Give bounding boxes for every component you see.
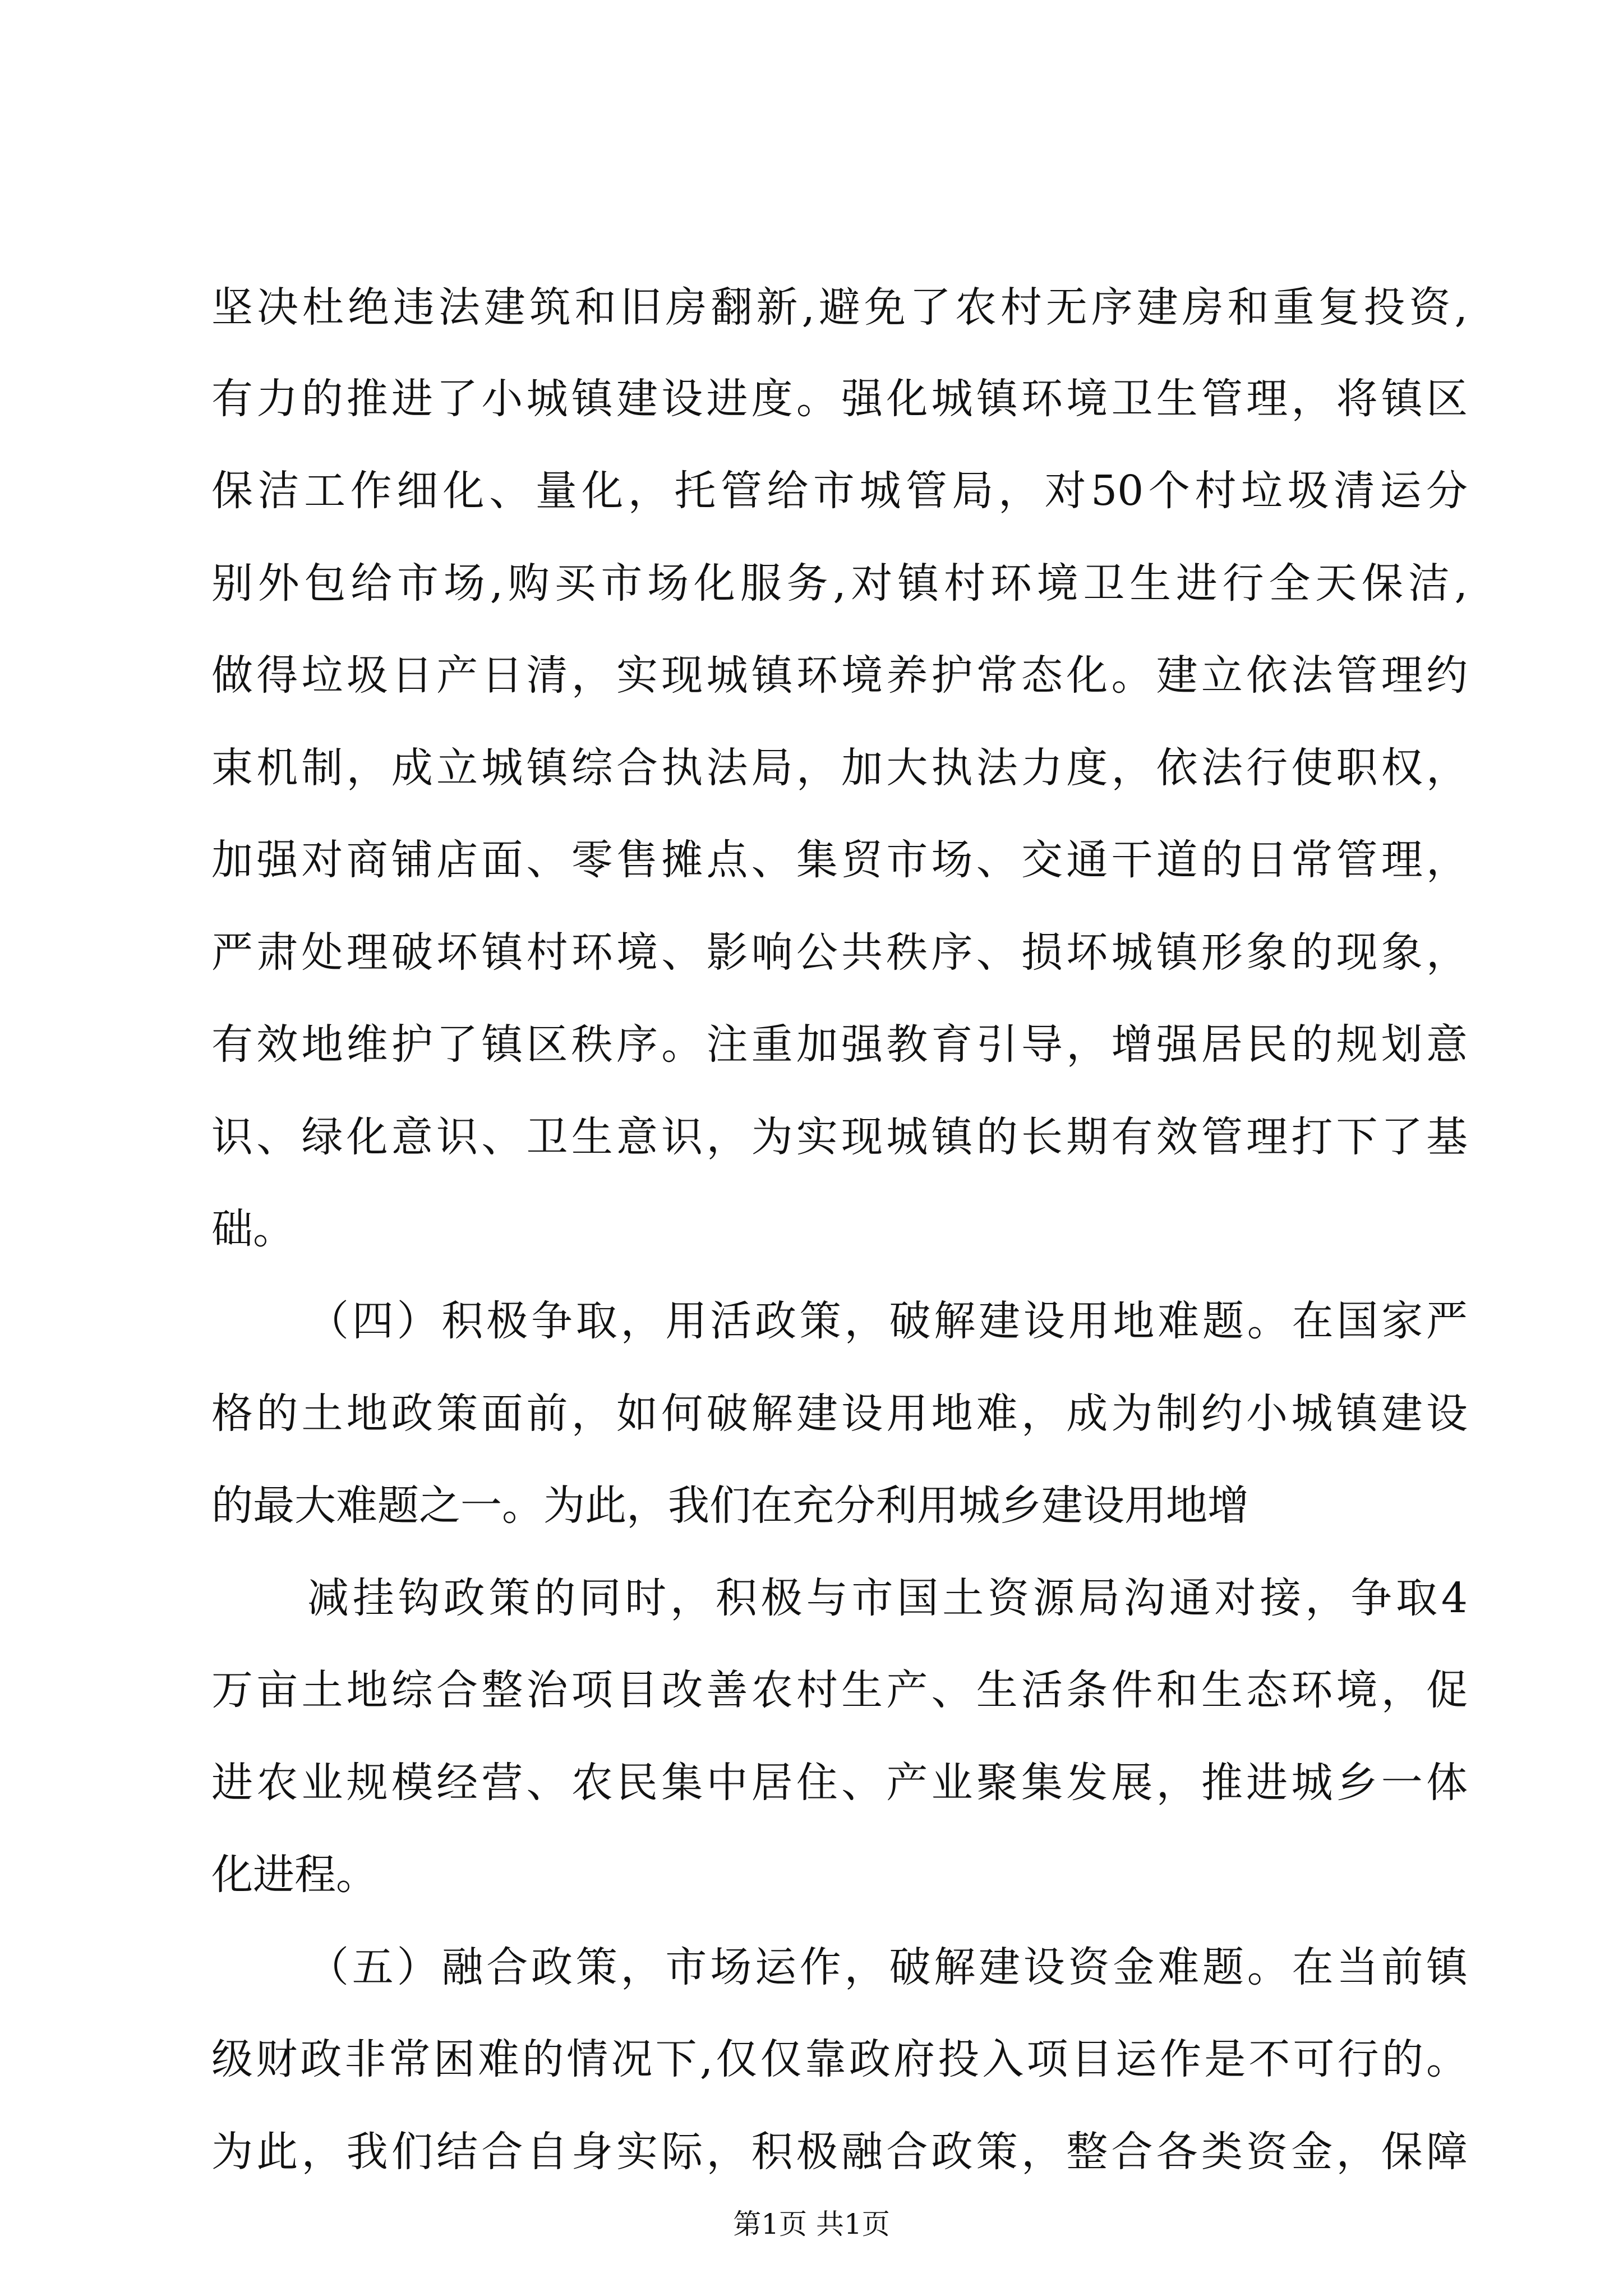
- text-line: 进农业规模经营、农民集中居住、产业聚集发展，推进城乡一体: [211, 1759, 1468, 1807]
- text-line: 别外包给市场,购买市场化服务,对镇村环境卫生进行全天保洁,: [211, 559, 1468, 608]
- page-footer: 第1页 共1页: [733, 2208, 890, 2240]
- text-line: 有效地维护了镇区秩序。注重加强教育引导，增强居民的规划意: [211, 1020, 1468, 1069]
- text-line: 识、绿化意识、卫生意识，为实现城镇的长期有效管理打下了基: [211, 1113, 1468, 1161]
- text-line: 有力的推进了小城镇建设进度。强化城镇环境卫生管理，将镇区: [211, 375, 1468, 423]
- text-line: 格的土地政策面前，如何破解建设用地难，成为制约小城镇建设: [211, 1389, 1468, 1438]
- section-heading-line: （四）积极争取，用活政策，破解建设用地难题。在国家严: [307, 1297, 1468, 1345]
- text-line: 减挂钩政策的同时，积极与市国土资源局沟通对接，争取4: [307, 1574, 1468, 1622]
- text-line: 坚决杜绝违法建筑和旧房翻新,避免了农村无序建房和重复投资,: [211, 283, 1468, 332]
- text-line: 万亩土地综合整治项目改善农村生产、生活条件和生态环境，促: [211, 1666, 1468, 1714]
- text-line: 严肃处理破坏镇村环境、影响公共秩序、损坏城镇形象的现象，: [211, 928, 1468, 977]
- text-line: 础。: [211, 1205, 294, 1253]
- text-line: 级财政非常困难的情况下,仅仅靠政府投入项目运作是不可行的。: [211, 2035, 1468, 2083]
- text-line: 为此，我们结合自身实际，积极融合政策，整合各类资金，保障: [211, 2128, 1468, 2176]
- text-line: 做得垃圾日产日清，实现城镇环境养护常态化。建立依法管理约: [211, 651, 1468, 700]
- text-line: 加强对商铺店面、零售摊点、集贸市场、交通干道的日常管理，: [211, 836, 1468, 884]
- section-heading-line: （五）融合政策，市场运作，破解建设资金难题。在当前镇: [307, 1943, 1468, 1991]
- text-line: 束机制，成立城镇综合执法局，加大执法力度，依法行使职权，: [211, 744, 1468, 792]
- text-line: 的最大难题之一。为此，我们在充分利用城乡建设用地增: [211, 1481, 1249, 1530]
- text-line: 保洁工作细化、量化，托管给市城管局，对50个村垃圾清运分: [211, 467, 1468, 515]
- text-line: 化进程。: [211, 1851, 377, 1899]
